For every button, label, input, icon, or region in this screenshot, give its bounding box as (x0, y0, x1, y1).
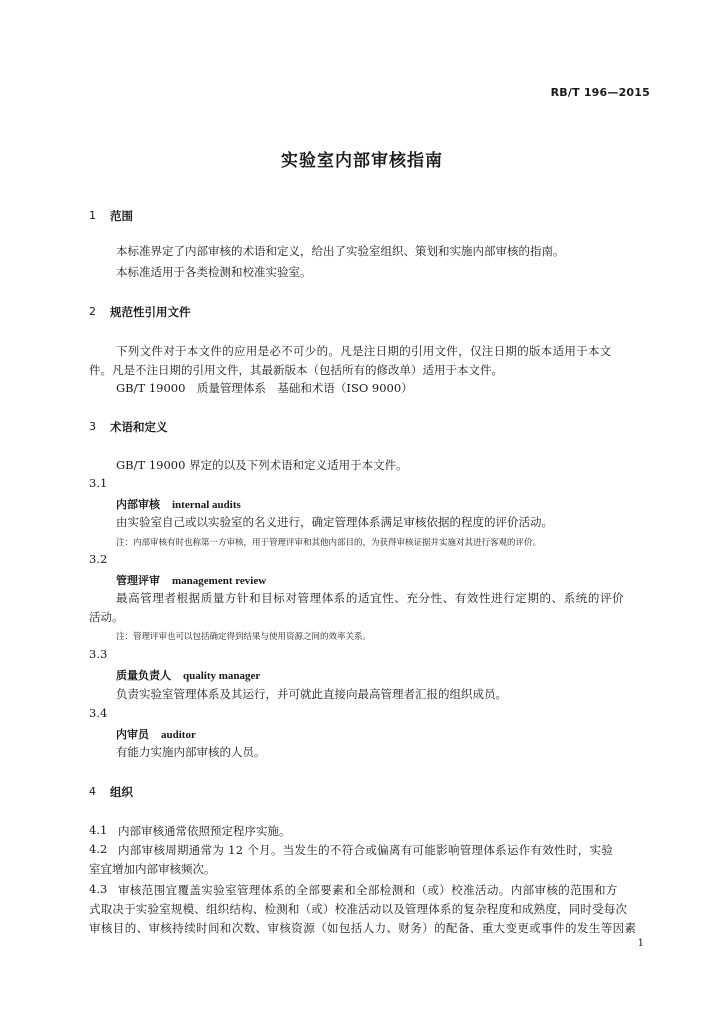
standard-code: RB/T 196—2015 (550, 86, 650, 99)
term-3-3-definition: 负责实验室管理体系及其运行，并可就此直接向最高管理者汇报的组织成员。 (116, 687, 507, 701)
term-3-2-definition-line-1: 最高管理者根据质量方针和目标对管理体系的适宜性、充分性、有效性进行定期的、系统的评价 (116, 591, 625, 605)
term-3-2-heading (116, 572, 266, 588)
term-3-1-note: 注：内部审核有时也称第一方审核，用于管理评审和其他内部目的，为获得审核证据并实施对其进行客观的评价。 (116, 538, 542, 548)
item-4-3-number: 4.3 (89, 882, 108, 896)
term-3-3-heading (116, 667, 260, 683)
item-4-3-text-line-1: 审核范围宜覆盖实验室管理体系的全部要素和全部检测和（或）校准活动。内部审核的范围和方 (118, 883, 618, 897)
term-3-2-zh: 管理评审 (116, 574, 160, 587)
item-4-1-number: 4.1 (89, 823, 108, 837)
section-2-number: 2 (89, 305, 96, 318)
term-3-4-heading (116, 726, 196, 742)
section-1-paragraph-2: 本标准适用于各类检测和校准实验室。 (116, 265, 312, 279)
term-3-2-number: 3.2 (89, 552, 108, 566)
term-3-3-zh: 质量负责人 (116, 669, 171, 682)
section-1-number: 1 (89, 209, 96, 222)
item-4-3-text-line-3: 审核目的、审核持续时间和次数、审核资源（如包括人力、财务）的配备、重大变更或事件的发生等因素 (89, 921, 637, 935)
item-4-2-text-line-1: 内部审核周期通常为 12 个月。当发生的不符合或偏离有可能影响管理体系运作有效性时，实验 (118, 843, 614, 857)
term-3-4-en: auditor (161, 729, 196, 741)
document-title: 实验室内部审核指南 (281, 151, 443, 171)
section-2-paragraph-line-1: 下列文件对于本文件的应用是必不可少的。凡是注日期的引用文件，仅注日期的版本适用于本文 (116, 344, 612, 358)
item-4-3-text-line-2: 式取决于实验室规模、组织结构、检测和（或）校准活动以及管理体系的复杂程度和成熟度，同时受每次 (89, 902, 628, 916)
term-3-1-definition: 由实验室自己或以实验室的名义进行，确定管理体系满足审核依据的程度的评价活动。 (116, 515, 553, 529)
term-3-2-note: 注：管理评审也可以包括确定得到结果与使用资源之间的效率关系。 (116, 632, 372, 642)
page-number: 1 (637, 938, 644, 949)
section-1-paragraph-1: 本标准界定了内部审核的术语和定义，给出了实验室组织、策划和实施内部审核的指南。 (116, 244, 565, 258)
section-1-title: 范围 (110, 209, 133, 223)
item-4-2-text-line-2: 室宜增加内部审核频次。 (89, 862, 216, 876)
item-4-1-text: 内部审核通常依照预定程序实施。 (118, 824, 291, 838)
term-3-3-en: quality manager (183, 670, 261, 682)
term-3-1-zh: 内部审核 (116, 498, 160, 511)
section-2-title: 规范性引用文件 (110, 305, 191, 319)
item-4-2-number: 4.2 (89, 842, 108, 856)
normative-reference: GB/T 19000 质量管理体系 基础和术语（ISO 9000） (116, 381, 413, 395)
term-3-1-number: 3.1 (89, 476, 108, 490)
section-3-title: 术语和定义 (110, 420, 168, 434)
term-3-4-number: 3.4 (89, 706, 108, 720)
term-3-3-number: 3.3 (89, 647, 108, 661)
term-3-2-en: management review (172, 575, 267, 587)
section-2-paragraph-line-2: 件。凡是不注日期的引用文件，其最新版本（包括所有的修改单）适用于本文件。 (89, 363, 503, 377)
section-4-number: 4 (89, 785, 96, 798)
term-3-2-definition-line-2: 活动。 (89, 610, 124, 624)
section-3-number: 3 (89, 420, 96, 433)
section-4-title: 组织 (110, 785, 133, 799)
term-3-4-definition: 有能力实施内部审核的人员。 (116, 745, 266, 759)
term-3-1-heading (116, 496, 241, 512)
term-3-4-zh: 内审员 (116, 728, 149, 741)
section-3-intro: GB/T 19000 界定的以及下列术语和定义适用于本文件。 (116, 458, 408, 472)
term-3-1-en: internal audits (172, 499, 241, 511)
